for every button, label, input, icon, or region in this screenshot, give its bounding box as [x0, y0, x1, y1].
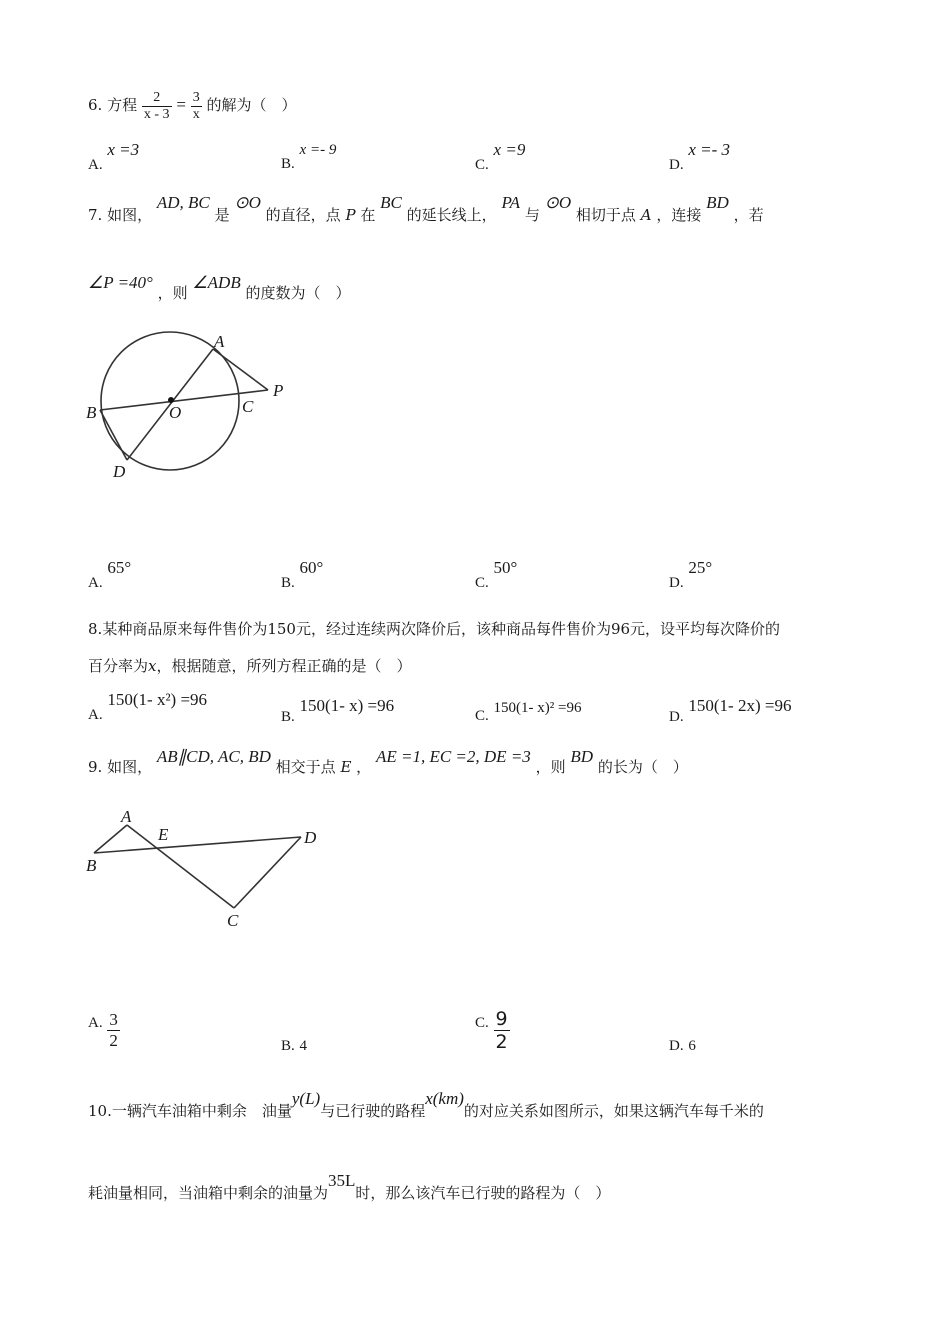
- q9-text: ，: [356, 758, 372, 776]
- option-text: 150(1- 2x) =96: [688, 696, 792, 715]
- q7-math-ad-bc: AD, BC: [156, 193, 210, 212]
- q7-text: 的直径，点: [265, 206, 341, 224]
- option-fraction: [494, 1008, 510, 1053]
- option-letter: D.: [669, 157, 684, 173]
- q8-text: 某种商品原来每件售价为150元，经过连续两次降价后，该种商品每件售价为96元，设平均每次降价的: [102, 620, 781, 638]
- q10-stem-line2: [88, 1171, 611, 1210]
- q7-point-a: A: [640, 206, 652, 224]
- q7-text: 在: [360, 206, 376, 224]
- q6-stem: [88, 88, 297, 123]
- fraction-den: 2: [495, 1031, 508, 1053]
- q7-point-p: P: [345, 206, 356, 224]
- option-text: x =9: [493, 140, 526, 159]
- option-letter: B.: [281, 1038, 295, 1054]
- q6-option-b: [281, 140, 337, 172]
- q8-option-a: [88, 690, 208, 723]
- q10-text: 的对应关系如图所示，如果这辆汽车每千米的: [463, 1102, 764, 1120]
- tangent-pa: [213, 349, 268, 390]
- option-text: 65°: [107, 558, 132, 577]
- q9-option-c: [475, 1008, 510, 1053]
- label-b: B: [86, 856, 97, 875]
- option-fraction: [107, 1010, 120, 1051]
- q10-math-x: x(km): [425, 1089, 464, 1108]
- option-text: 150(1- x²) =96: [107, 690, 208, 709]
- q9-text: ，则: [535, 758, 566, 776]
- segment-bd: [94, 837, 301, 853]
- segment-ab: [94, 825, 127, 853]
- option-letter: C.: [475, 708, 489, 724]
- q7-math-bd: BD: [706, 193, 729, 212]
- fraction-num: 9: [495, 1008, 508, 1030]
- q9-text: 如图，: [107, 758, 153, 776]
- label-c: C: [242, 397, 254, 416]
- q9-text: 相交于点: [275, 758, 336, 776]
- q7-stem-line1: [88, 193, 764, 232]
- q7-text: ，若: [733, 206, 764, 224]
- option-letter: D.: [669, 575, 684, 591]
- q10-math-35l: 35L: [328, 1171, 356, 1190]
- q6-fraction-left: [142, 90, 172, 123]
- option-letter: A.: [88, 575, 103, 591]
- q7-text: 如图，: [107, 206, 153, 224]
- option-letter: A.: [88, 1014, 103, 1031]
- q9-option-d: [669, 1036, 696, 1055]
- q8-number: 8.: [88, 620, 103, 638]
- q7-option-d: [669, 558, 713, 591]
- q7-text: 与: [524, 206, 540, 224]
- q6-frac1-num: 2: [153, 89, 161, 105]
- q6-option-d: [669, 140, 731, 173]
- segment-cd: [234, 837, 301, 908]
- label-b: B: [86, 403, 97, 422]
- q6-fraction-right: [191, 90, 202, 123]
- option-text: x =- 3: [688, 140, 731, 159]
- q7-math-angle-adb: ∠ADB: [192, 273, 241, 292]
- q6-pre: 方程: [107, 96, 138, 114]
- q10-number: 10.: [88, 1102, 112, 1120]
- fraction-den: 2: [109, 1031, 118, 1050]
- option-letter: B.: [281, 709, 295, 725]
- q8-text: ，根据随意，所列方程正确的是（ ）: [156, 657, 412, 675]
- q9-math-parallel: AB∥CD, AC, BD: [156, 747, 271, 766]
- label-d: D: [304, 828, 317, 847]
- q7-text: 是: [214, 206, 230, 224]
- option-letter: D.: [669, 1038, 684, 1054]
- q7-math-bc: BC: [380, 193, 402, 212]
- q8-stem-line1: [88, 618, 780, 640]
- option-letter: C.: [475, 157, 489, 173]
- q7-option-b: [281, 558, 324, 591]
- q10-stem-line1: [88, 1089, 764, 1128]
- q6-frac2-den: x: [192, 106, 200, 122]
- q7-text: ，则: [157, 284, 188, 302]
- option-letter: D.: [669, 709, 684, 725]
- option-letter: C.: [475, 1014, 489, 1031]
- q7-circle-figure: [80, 325, 310, 490]
- q10-text: 时，那么该汽车已行驶的路程为（ ）: [355, 1184, 611, 1202]
- q8-text: 百分率为: [88, 657, 149, 675]
- q9-triangle-figure: [80, 800, 340, 935]
- q9-stem: [88, 747, 688, 784]
- option-text: 150(1- x) =96: [299, 696, 395, 715]
- q8-option-d: [669, 696, 792, 725]
- option-text: x =- 9: [299, 142, 337, 158]
- q8-variable-x: x: [148, 657, 157, 675]
- option-text: 6: [688, 1038, 696, 1054]
- q9-text: 的长为（ ）: [597, 758, 688, 776]
- q9-math-lengths: AE =1, EC =2, DE =3: [375, 747, 531, 766]
- option-letter: A.: [88, 157, 103, 173]
- option-letter: B.: [281, 575, 295, 591]
- q8-option-b: [281, 696, 395, 725]
- fraction-num: 3: [109, 1010, 118, 1029]
- q6-number: 6.: [88, 96, 103, 114]
- q7-option-a: [88, 558, 132, 591]
- q10-math-y: y(L): [291, 1089, 321, 1108]
- q7-math-pa: PA: [501, 193, 521, 212]
- q7-math-circle-o-2: ⊙O: [544, 193, 572, 212]
- q7-text: 的度数为（ ）: [245, 284, 351, 302]
- label-d: D: [113, 462, 126, 481]
- q7-stem-line2: [88, 273, 351, 310]
- q6-equals: =: [176, 95, 186, 114]
- q7-text: 相切于点: [575, 206, 636, 224]
- q8-stem-line2: [88, 655, 412, 677]
- segment-bd: [100, 410, 127, 460]
- q8-option-c: [475, 698, 582, 724]
- q9-math-bd: BD: [570, 747, 594, 766]
- label-o: O: [169, 403, 182, 422]
- q9-option-a: [88, 1010, 120, 1051]
- label-p: P: [273, 381, 284, 400]
- q7-math-circle-o: ⊙O: [234, 193, 261, 212]
- option-letter: B.: [281, 156, 295, 172]
- option-text: 150(1- x)² =96: [493, 700, 582, 716]
- option-text: 50°: [493, 558, 518, 577]
- option-letter: A.: [88, 707, 103, 723]
- label-a: A: [121, 807, 132, 826]
- q7-text: ，连接: [656, 206, 702, 224]
- segment-ac: [127, 825, 234, 908]
- q6-option-c: [475, 140, 526, 173]
- option-text: x =3: [107, 140, 140, 159]
- q7-text: 的延长线上，: [406, 206, 497, 224]
- q9-point-e: E: [340, 758, 352, 776]
- q10-text: 一辆汽车油箱中剩余 油量: [111, 1102, 292, 1120]
- q7-math-angle-p: ∠P =40°: [88, 273, 153, 292]
- label-c: C: [227, 911, 239, 930]
- q6-post: 的解为（ ）: [206, 96, 297, 114]
- label-e: E: [158, 825, 169, 844]
- label-a: A: [214, 332, 225, 351]
- q9-number: 9.: [88, 758, 103, 776]
- option-letter: C.: [475, 575, 489, 591]
- q6-frac2-num: 3: [192, 89, 200, 105]
- option-text: 25°: [688, 558, 713, 577]
- q7-option-c: [475, 558, 518, 591]
- option-text: 4: [299, 1038, 308, 1054]
- q7-number: 7.: [88, 206, 103, 224]
- q6-option-a: [88, 140, 140, 173]
- option-text: 60°: [299, 558, 324, 577]
- q9-option-b: [281, 1036, 307, 1055]
- q10-text: 与已行驶的路程: [320, 1102, 426, 1120]
- q10-text: 耗油量相同，当油箱中剩余的油量为: [88, 1184, 329, 1202]
- q6-frac1-den: x - 3: [143, 106, 170, 122]
